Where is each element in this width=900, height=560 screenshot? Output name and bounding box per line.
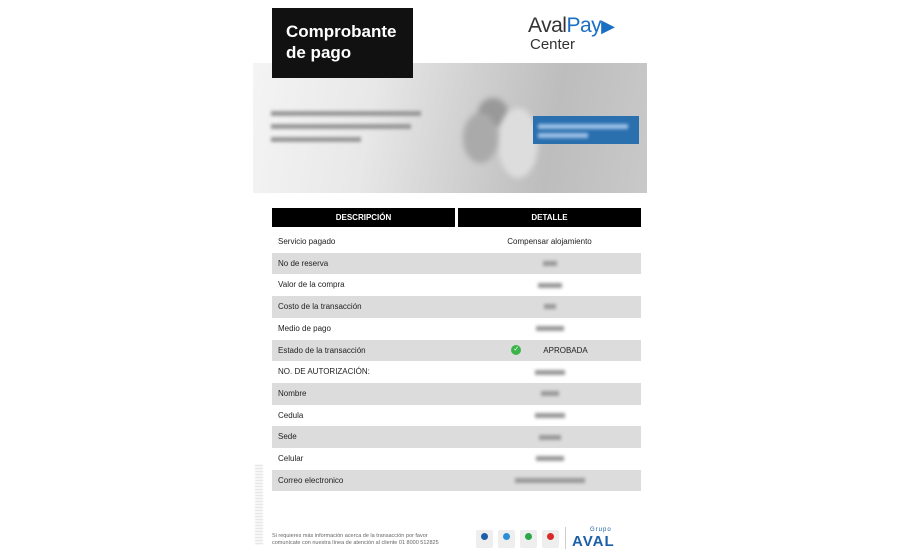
redacted-value bbox=[515, 478, 585, 483]
table-row bbox=[272, 470, 641, 492]
title-line-1: Comprobante bbox=[286, 22, 397, 41]
row-value-cell bbox=[458, 470, 641, 492]
row-value-cell bbox=[458, 253, 641, 275]
row-value-cell bbox=[458, 231, 641, 253]
row-value-cell bbox=[458, 318, 641, 340]
row-value-cell bbox=[458, 361, 641, 383]
row-label: Valor de la compra bbox=[278, 280, 345, 290]
table-row bbox=[272, 318, 641, 340]
logo-text: Aval bbox=[528, 14, 567, 37]
blurred-info bbox=[271, 111, 421, 142]
redacted-value bbox=[539, 435, 561, 440]
header-detail: DETALLE bbox=[458, 208, 641, 227]
row-value-cell bbox=[458, 340, 641, 362]
row-value-cell bbox=[458, 405, 641, 427]
redacted-value bbox=[544, 304, 556, 309]
footer-line: Si requieres más información acerca de la transacción por favor bbox=[272, 533, 428, 539]
divider bbox=[565, 527, 566, 549]
row-label: Sede bbox=[278, 432, 297, 442]
row-label: Cedula bbox=[278, 410, 304, 420]
row-value-cell bbox=[458, 448, 641, 470]
row-label: NO. DE AUTORIZACIÓN: bbox=[278, 367, 370, 377]
table-row bbox=[272, 296, 641, 318]
row-value-cell bbox=[458, 426, 641, 448]
redacted-value bbox=[541, 391, 559, 396]
row-label: Correo electronico bbox=[278, 475, 344, 485]
bank-logo-popular bbox=[520, 530, 537, 548]
table-row bbox=[272, 274, 641, 296]
table-row bbox=[272, 340, 641, 362]
footer-text bbox=[272, 533, 472, 547]
logo-text: Center bbox=[530, 36, 576, 53]
row-value-cell bbox=[458, 383, 641, 405]
redacted-value bbox=[536, 326, 564, 331]
table-row bbox=[272, 426, 641, 448]
table-row bbox=[272, 361, 641, 383]
grupo-aval-logo bbox=[572, 527, 642, 549]
row-label: Servicio pagado bbox=[278, 237, 336, 246]
redacted-value bbox=[543, 261, 557, 266]
check-circle-icon: ✓ bbox=[511, 345, 521, 355]
page-title bbox=[272, 8, 413, 78]
bank-logo-bogota bbox=[476, 530, 493, 548]
vertical-legal-text bbox=[255, 465, 263, 545]
footer-line: comunícate con nuestra línea de atención al cliente 01 8000 512825 bbox=[272, 540, 439, 546]
table-row bbox=[272, 405, 641, 427]
table-row bbox=[272, 383, 641, 405]
row-label: Medio de pago bbox=[278, 323, 331, 333]
row-label: Costo de la transacción bbox=[278, 302, 362, 312]
redacted-value bbox=[538, 283, 562, 288]
table-header bbox=[272, 208, 641, 227]
table-row bbox=[272, 448, 641, 470]
row-value: Compensar alojamiento bbox=[507, 237, 592, 246]
transaction-date-box bbox=[533, 116, 639, 144]
row-label: Estado de la transacción bbox=[278, 345, 366, 355]
redacted-value bbox=[535, 370, 565, 375]
logo-text: Grupo bbox=[590, 527, 612, 533]
header-description: DESCRIPCIÓN bbox=[272, 208, 455, 227]
bank-logo-avvillas bbox=[542, 530, 559, 548]
logo-arrow-icon: ▶ bbox=[601, 16, 615, 36]
row-value-cell bbox=[458, 274, 641, 296]
bank-logo-occidente bbox=[498, 530, 515, 548]
row-value-cell bbox=[458, 296, 641, 318]
table-row bbox=[272, 231, 641, 253]
logo-text: AVAL bbox=[572, 533, 615, 550]
redacted-value bbox=[535, 413, 565, 418]
row-value: APROBADA bbox=[543, 345, 588, 355]
row-label: Nombre bbox=[278, 388, 307, 398]
title-line-2: de pago bbox=[286, 43, 352, 62]
redacted-value bbox=[536, 456, 564, 461]
logo-text: Pay bbox=[566, 14, 602, 37]
table-row bbox=[272, 253, 641, 275]
avalpay-center-logo bbox=[528, 14, 643, 54]
row-label: Celular bbox=[278, 454, 304, 463]
row-label: No de reserva bbox=[278, 258, 329, 268]
